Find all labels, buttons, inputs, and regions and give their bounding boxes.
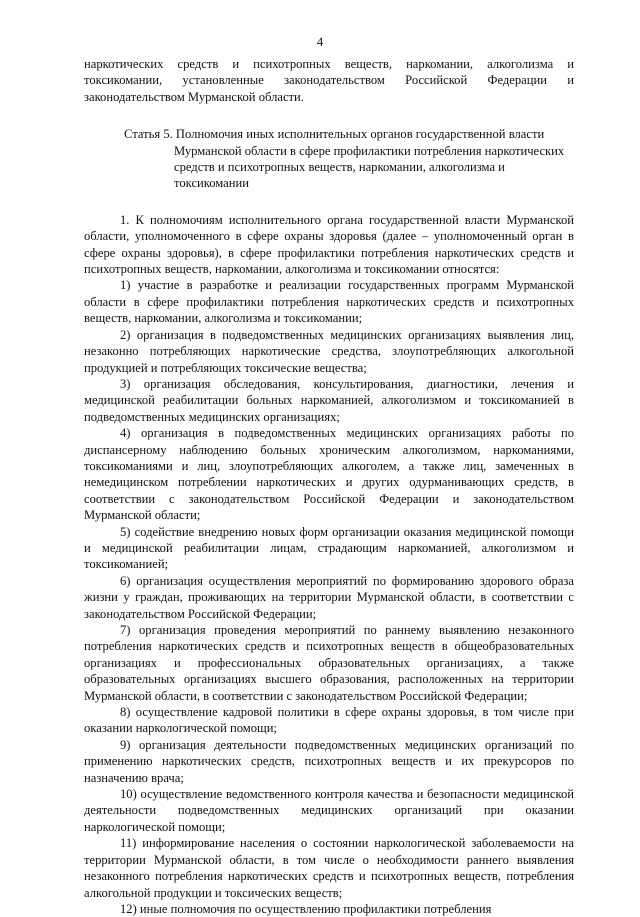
list-item-5: 5) содействие внедрению новых форм организации оказания медицинской помощи и медицинской реабилитации лицам, страдающим наркоманией, алкоголизмом и токсикоманией; (84, 524, 574, 572)
list-item-10: 10) осуществление ведомственного контроля качества и безопасности медицинской деятельности подведомственных медицинских организаций при оказании наркологической помощи; (84, 787, 574, 834)
list-item-8: 8) осуществление кадровой политики в сфере охраны здоровья, в том числе при оказании наркологической помощи; (84, 705, 574, 736)
list-item-7: 7) организация проведения мероприятий по раннему выявлению незаконного потребления наркотических средств и психотропных веществ в общеобразовательных организациях и профессиональных образовательных организациях, а также образовательных организациях высшего образования, расположенных на территории Мурманской области, в соответствии с законодательством Российской Федерации; (84, 623, 574, 703)
list-item-4: 4) организация в подведомственных медицинских организациях работы по диспансерному наблюдению больных хроническим алкоголизмом, наркоманиями, токсикоманиями и лиц, злоупотребляющих алкоголем, а также лиц, замеченных в немедицинском потреблении наркотических и других одурманивающих средств, в соответствии с законодательством Российской Федерации и законодательством Мурманской области; (84, 426, 574, 523)
list-item-2: 2) организация в подведомственных медицинских организациях выявления лиц, незаконно потребляющих наркотические средства, злоупотребляющих алкогольной продукцией и потребляющих токсические вещества; (84, 327, 574, 375)
document-body (84, 56, 574, 917)
intro-paragraph: наркотических средств и психотропных веществ, наркомании, алкоголизма и токсикомании, установленные законодательством Российской Федерации и законодательством Мурманской области. (84, 57, 574, 104)
list-item-12: 12) иные полномочия по осуществлению профилактики потребления (120, 901, 492, 916)
article-heading: Статья 5. Полномочия иных исполнительных органов государственной власти Мурманской области в сфере профилактики потребления наркотических средств и психотропных веществ, наркомании, алкоголизма и токсикомании (124, 127, 565, 191)
page-number: 4 (316, 34, 324, 49)
list-item-6: 6) организация осуществления мероприятий по формированию здорового образа жизни у граждан, проживающих на территории Мурманской области, в соответствии с законодательством Российской Федерации; (84, 573, 574, 621)
list-item-9: 9) организация деятельности подведомственных медицинских организаций по применению наркотических средств, психотропных веществ и их прекурсоров по назначению врача; (84, 737, 574, 785)
list-item-3: 3) организация обследования, консультирования, диагностики, лечения и медицинской реабилитации больных наркоманией, алкоголизмом и токсикоманией в подведомственных медицинских организациях; (84, 376, 574, 424)
list-item-1: 1) участие в разработке и реализации государственных программ Мурманской области в сфере профилактики потребления наркотических средств и психотропных веществ, наркомании, алкоголизма и токсикомании; (84, 278, 574, 326)
paragraph-1: 1. К полномочиям исполнительного органа государственной власти Мурманской области, уполномоченного в сфере охраны здоровья (далее – уполномоченный орган в сфере охраны здоровья), в сфере профилактики потребления наркотических средств и психотропных веществ, наркомании, алкоголизма и токсикомании относятся: (84, 212, 574, 277)
list-item-11: 11) информирование населения о состоянии наркологической заболеваемости на территории Мурманской области, в том числе о необходимости раннего выявления незаконного потребления наркотических средств и психотропных веществ, потребления алкогольной продукции и токсических веществ; (84, 836, 574, 900)
